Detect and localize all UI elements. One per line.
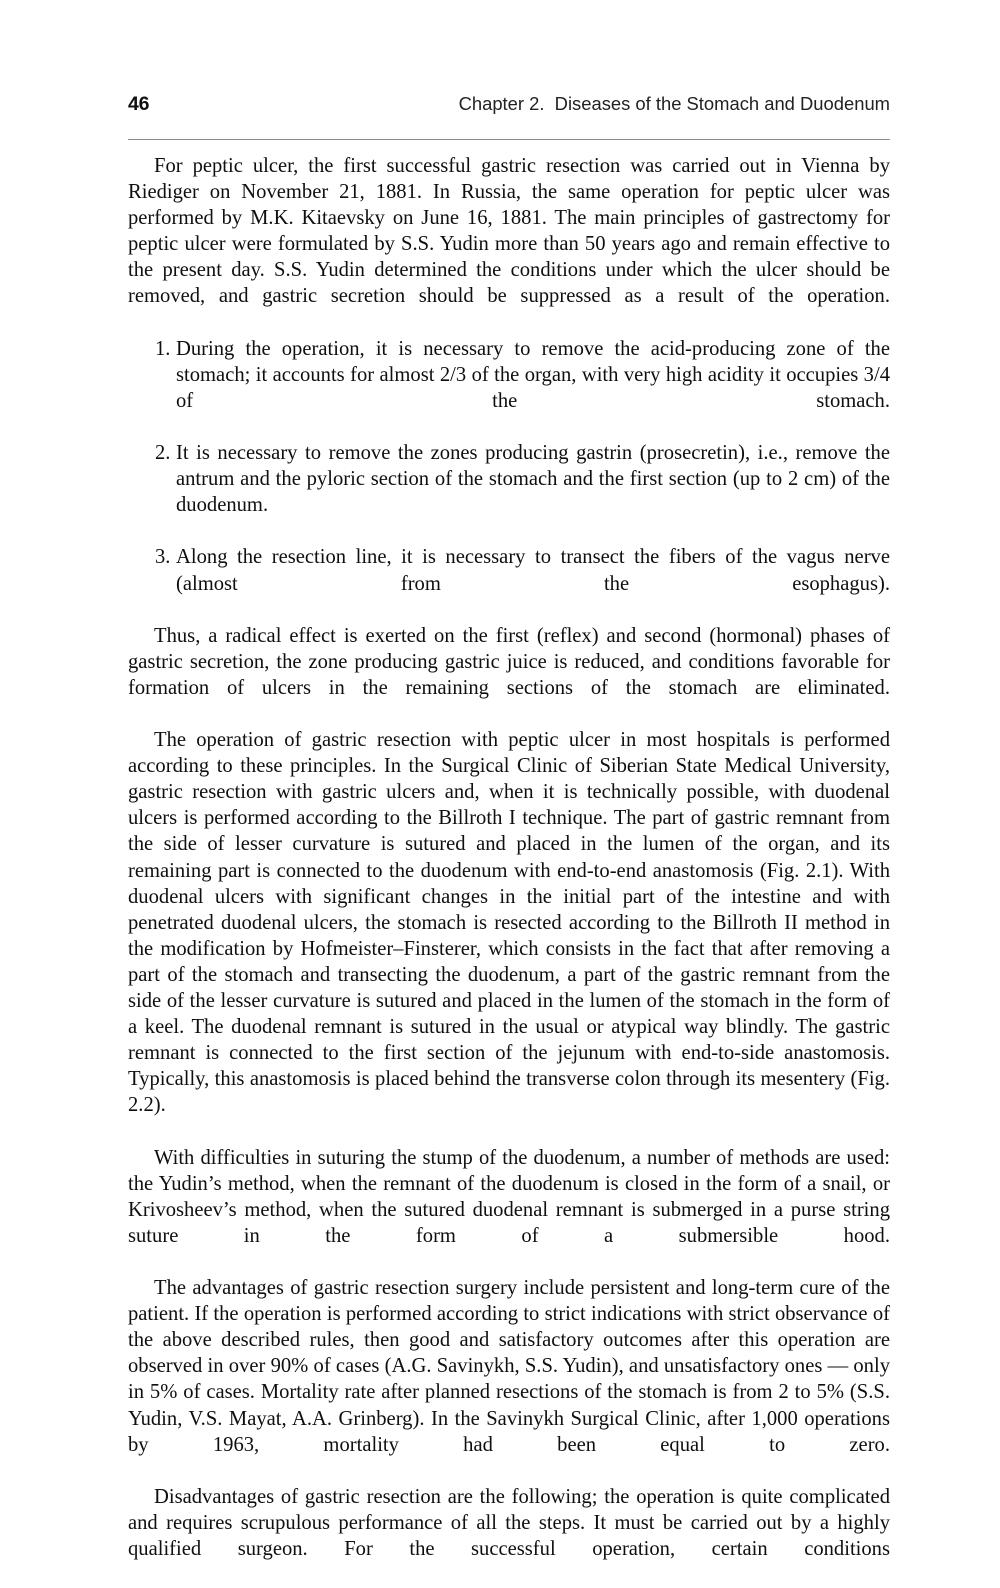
- body-text: [128, 153, 890, 1588]
- list-item: [128, 440, 890, 544]
- list-item-text: During the operation, it is necessary to remove the acid-producing zone of the stomach; it accounts for almost 2/3 of the organ, with very high acidity it occupies 3/4 of the stomach.: [176, 337, 890, 412]
- list-item: [128, 336, 890, 440]
- running-head: [128, 0, 890, 133]
- numbered-list: [128, 336, 890, 623]
- paragraph: Thus, a radical effect is exerted on the first (reflex) and second (hormonal) phases of gastric secretion, the zone producing gastric juice is reduced, and conditions favorable for formation of ulcers in the remaining sections of the stomach are eliminated.: [128, 624, 890, 699]
- paragraph: Disadvantages of gastric resection are the following; the operation is quite complicated and requires scrupulous performance of all the steps. It must be carried out by a highly qualified surgeon. For the successful operation, certain conditions: [128, 1485, 890, 1560]
- paragraph: The operation of gastric resection with peptic ulcer in most hospitals is performed according to these principles. In the Surgical Clinic of Siberian State Medical University, gastric resection with gastric ulcers and, when it is technically possible, with duodenal ulcers is performed according to the Billroth I technique. The part of gastric remnant from the side of lesser curvature is sutured and placed in the lumen of the organ, and its remaining part is connected to the duodenum with end-to-end anastomosis (Fig. 2.1). With duodenal ulcers with significant changes in the initial part of the intestine and with penetrated duodenal ulcers, the stomach is resected according to the Billroth II method in the modification by Hofmeister–Finsterer, which consists in the fact that after removing a part of the stomach and transecting the duodenum, a part of the gastric remnant from the side of the lesser curvature is sutured and placed in the lumen of the stomach in the form of a keel. The duodenal remnant is sutured in the usual or atypical way blindly. The gastric remnant is connected to the first section of the jejunum with end-to-side anastomosis. Typically, this anastomosis is placed behind the transverse colon through its mesentery (Fig. 2.2).: [128, 729, 890, 1117]
- list-item-text: It is necessary to remove the zones producing gastrin (prosecretin), i.e., remove the antrum and the pyloric section of the stomach and the first section (up to 2 cm) of the duodenum.: [176, 442, 890, 517]
- list-item-marker: 3.: [155, 546, 171, 569]
- header-divider-rule: [128, 139, 890, 140]
- page-number: 46: [128, 93, 150, 115]
- list-item: [128, 544, 890, 622]
- chapter-title: Chapter 2. Diseases of the Stomach and Duodenum: [458, 93, 890, 114]
- paragraph: The advantages of gastric resection surgery include persistent and long-term cure of the patient. If the operation is performed according to strict indications with strict observance of the above described rules, then good and satisfactory outcomes after this operation are observed in over 90% of cases (A.G. Savinykh, S.S. Yudin), and unsatisfactory ones — only in 5% of cases. Mortality rate after planned resections of the stomach is from 2 to 5% (S.S. Yudin, V.S. Mayat, A.A. Grinberg). In the Savinykh Surgical Clinic, after 1,000 operations by 1963, mortality had been equal to zero.: [128, 1277, 890, 1456]
- list-item-text: Along the resection line, it is necessary to transect the fibers of the vagus nerve (almost from the esophagus).: [176, 546, 890, 595]
- list-item-marker: 2.: [155, 442, 171, 465]
- page-content-area: [128, 0, 890, 1588]
- paragraph: For peptic ulcer, the first successful gastric resection was carried out in Vienna by Riediger on November 21, 1881. In Russia, the same operation for peptic ulcer was performed by M.K. Kitaevsky on June 16, 1881. The main principles of gastrectomy for peptic ulcer were formulated by S.S. Yudin more than 50 years ago and remain effective to the present day. S.S. Yudin determined the conditions under which the ulcer should be removed, and gastric secretion should be suppressed as a result of the operation.: [128, 155, 890, 308]
- list-item-marker: 1.: [155, 337, 171, 360]
- paragraph: With difficulties in suturing the stump of the duodenum, a number of methods are used: the Yudin’s method, when the remnant of the duodenum is closed in the form of a snail, or Krivosheev’s method, when the sutured duodenal remnant is submerged in a purse string suture in the form of a submersible hood.: [128, 1146, 890, 1247]
